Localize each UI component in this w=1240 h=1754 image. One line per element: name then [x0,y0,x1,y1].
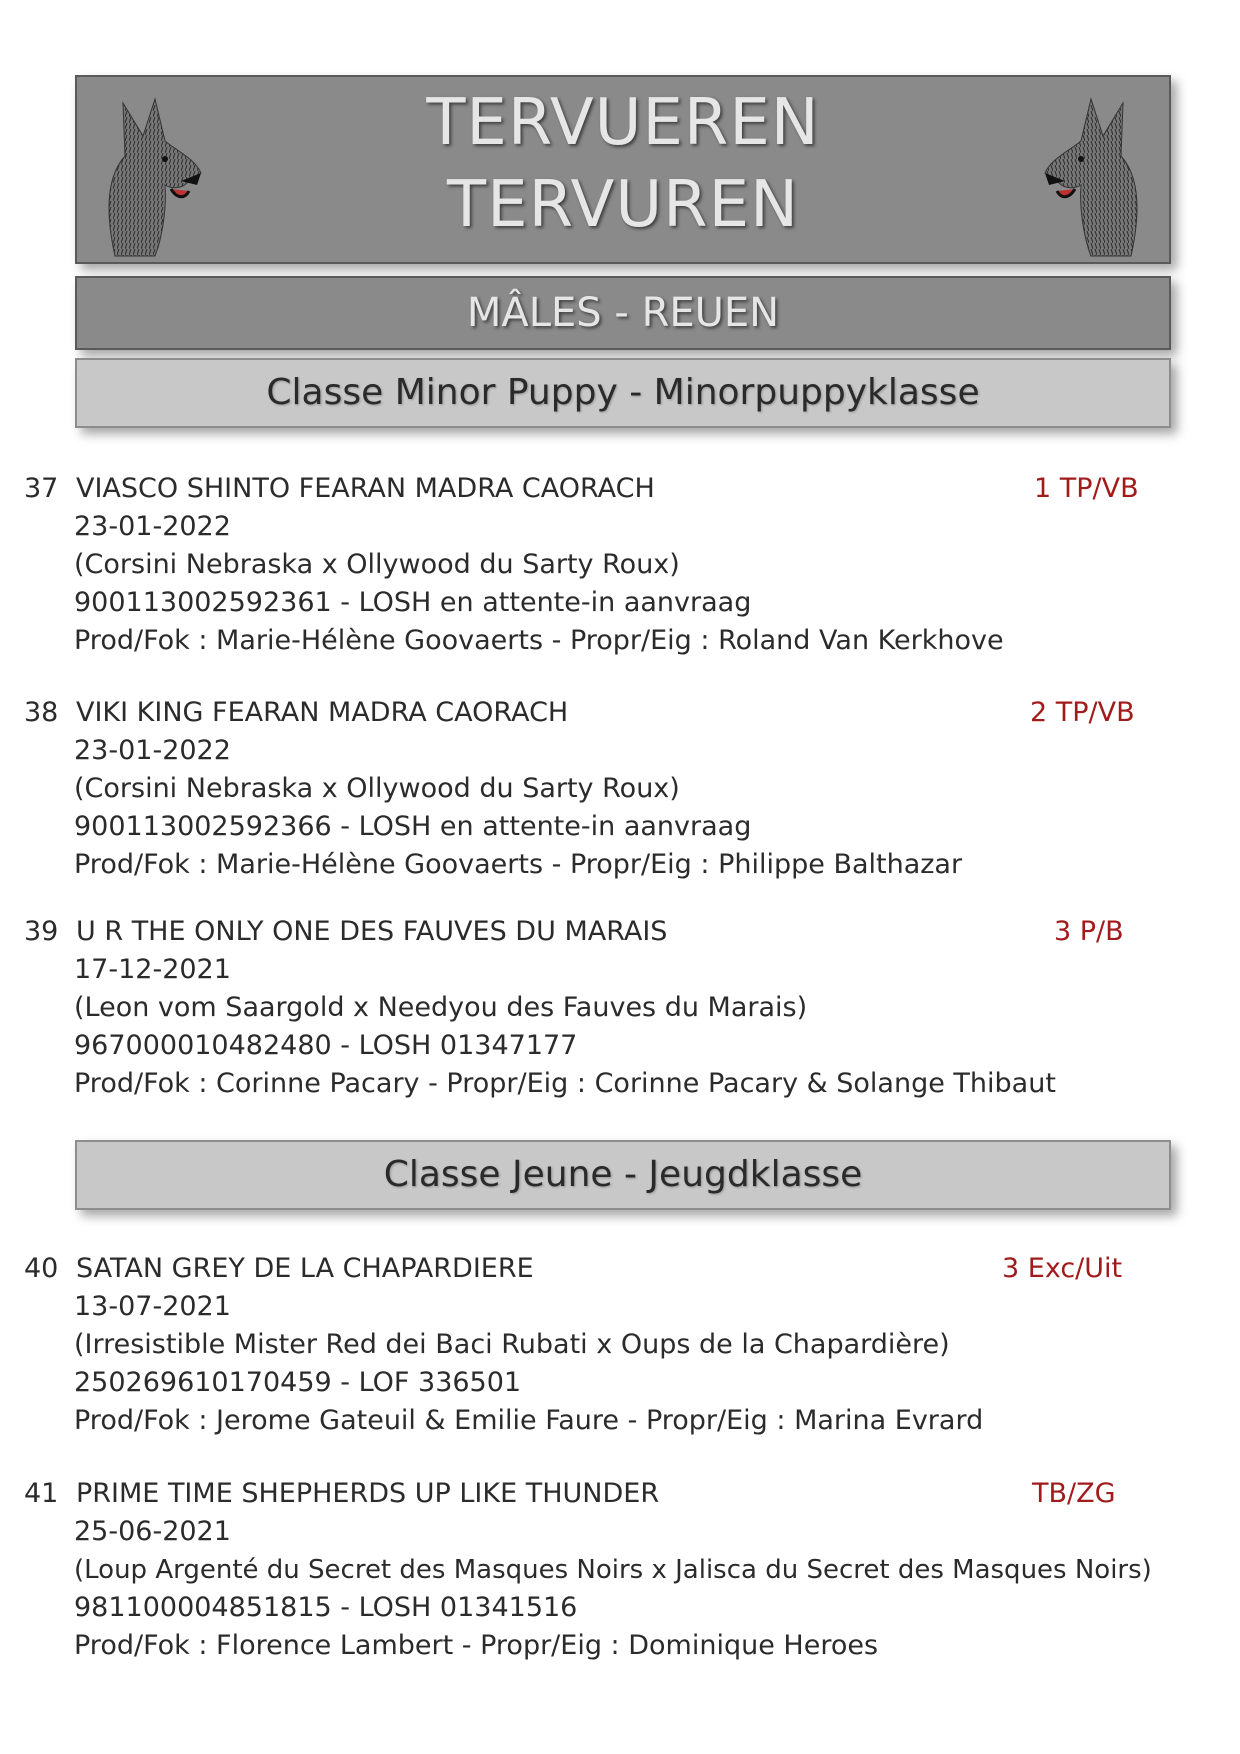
breeder-owner: Prod/Fok : Jerome Gateuil & Emilie Faure - Propr/Eig : Marina Evrard [74,1405,984,1436]
registration: 900113002592361 - LOSH en attente-in aanvraag [74,587,752,618]
entry-result: 1 TP/VB [1034,473,1139,504]
entry [24,1250,1204,1440]
parents: (Leon vom Saargold x Needyou des Fauves du Marais) [74,992,808,1023]
breed-title-nl: TERVUREN [447,168,799,242]
entry-result: TB/ZG [1032,1478,1116,1509]
sex-banner: MÂLES - REUEN [75,276,1171,350]
registration: 981100004851815 - LOSH 01341516 [74,1592,578,1623]
breeder-owner: Prod/Fok : Marie-Hélène Goovaerts - Propr/Eig : Roland Van Kerkhove [74,625,1004,656]
entry-result: 2 TP/VB [1030,697,1135,728]
breeder-owner: Prod/Fok : Marie-Hélène Goovaerts - Propr/Eig : Philippe Balthazar [74,849,963,880]
dog-name: SATAN GREY DE LA CHAPARDIERE [76,1253,534,1284]
class-banner: Classe Jeune - Jeugdklasse [75,1140,1171,1210]
parents: (Irresistible Mister Red dei Baci Rubati x Oups de la Chapardière) [74,1329,950,1360]
entry [24,470,1204,660]
dog-name: PRIME TIME SHEPHERDS UP LIKE THUNDER [76,1478,660,1509]
dog-name: VIASCO SHINTO FEARAN MADRA CAORACH [76,473,655,504]
registration: 900113002592366 - LOSH en attente-in aanvraag [74,811,752,842]
birth-date: 23-01-2022 [74,511,231,542]
parents: (Loup Argenté du Secret des Masques Noirs x Jalisca du Secret des Masques Noirs) [74,1555,1152,1585]
dog-name: U R THE ONLY ONE DES FAUVES DU MARAIS [76,916,668,947]
breed-title-fr: TERVUEREN [426,86,820,160]
entry-result: 3 Exc/Uit [1002,1253,1123,1284]
birth-date: 17-12-2021 [74,954,231,985]
entry-number: 39 [24,916,59,947]
registration: 250269610170459 - LOF 336501 [74,1367,522,1398]
entry-number: 38 [24,697,59,728]
breeder-owner: Prod/Fok : Florence Lambert - Propr/Eig : Dominique Heroes [74,1630,879,1661]
parents: (Corsini Nebraska x Ollywood du Sarty Roux) [74,773,680,804]
entry-number: 41 [24,1478,59,1509]
entry [24,694,1204,884]
entry-result: 3 P/B [1054,916,1124,947]
birth-date: 23-01-2022 [74,735,231,766]
parents: (Corsini Nebraska x Ollywood du Sarty Roux) [74,549,680,580]
birth-date: 13-07-2021 [74,1291,231,1322]
entry [24,913,1204,1103]
entry [24,1475,1204,1665]
entry-number: 40 [24,1253,59,1284]
birth-date: 25-06-2021 [74,1516,231,1547]
breeder-owner: Prod/Fok : Corinne Pacary - Propr/Eig : Corinne Pacary & Solange Thibaut [74,1068,1056,1099]
entry-number: 37 [24,473,59,504]
dog-name: VIKI KING FEARAN MADRA CAORACH [76,697,569,728]
registration: 967000010482480 - LOSH 01347177 [74,1030,578,1061]
class-banner: Classe Minor Puppy - Minorpuppyklasse [75,358,1171,428]
breed-title-banner [75,75,1171,264]
